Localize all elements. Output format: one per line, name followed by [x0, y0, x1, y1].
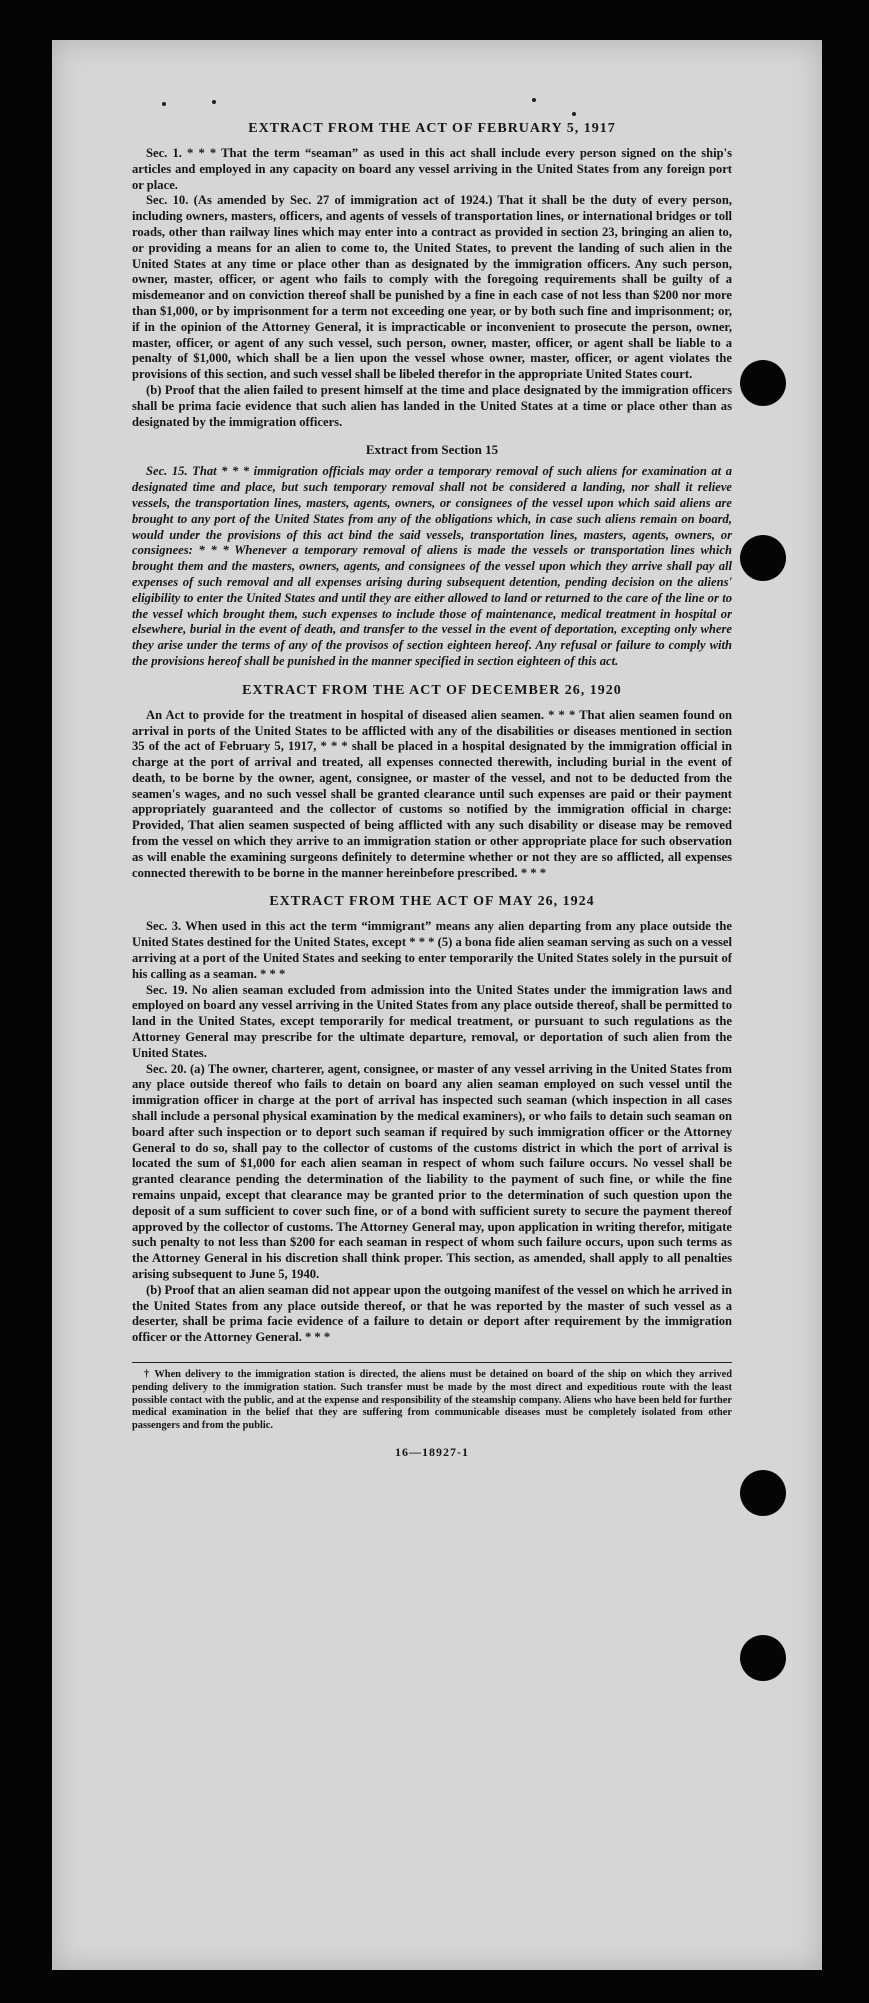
paragraph: Sec. 15. That * * * immigration officials may order a temporary removal of such aliens for examination at a designated time and place, but such temporary removal shall not be considered a landing, nor shall it relieve vessels, the transportation lines, masters, agents, owners, or consignees of the vessel upon which said aliens are brought to any port of the United States from any of the obligations which, in case such aliens remain on board, would under the provisions of this act bind the said vessels, transportation lines, masters, agents, owners, or consignees: * * * Whenever a temporary removal of aliens is made the vessels or transportation lines which brought them and the masters, owners, agents, and consignees of the vessel upon which they arrive shall pay all expenses of such removal and all expenses arising during subsequent detention, pending decision on the aliens' eligibility to enter the United States and until they are either allowed to land or returned to the care of the line or to the vessel which brought them, such expenses to include those of maintenance, medical treatment in hospital or elsewhere, burial in the event of death, and transfer to the vessel in the event of deportation, excepting only where they arise under the terms of any of the provisos of section eighteen hereof. Any refusal or failure to comply with the provisions hereof shall be punished in the manner specified in section eighteen of this act.	[132, 464, 732, 668]
ink-speck	[532, 98, 536, 102]
document-page	[52, 40, 822, 1970]
footnote-text: † When delivery to the immigration station is directed, the aliens must be detained on board of the ship on which they arrived pending delivery to the immigration station. Such transfer must be made by the most direct and expeditious route with the least possible contact with the public, and at the expense and responsibility of the steamship company. Aliens who have been held for further medical examination in the belief that they are suffering from communicable diseases must be completely isolated from other passengers and from the public.	[132, 1368, 732, 1432]
section-act-may-1924	[132, 893, 732, 1346]
paragraph: Sec. 20. (a) The owner, charterer, agent, consignee, or master of any vessel arriving in the United States from any place outside thereof who fails to detain on board any alien seaman employed on such vessel until the immigration officer in charge at the port of arrival has inspected such seaman (which inspection in all cases shall include a personal physical examination by the medical examiners), or who fails to detain such seaman on board after such inspection or to deport such seaman if required by such immigration officer or the Attorney General to do so, shall pay to the collector of customs of the customs district in which the port of arrival is located the sum of $1,000 for each alien seaman in respect of whom such failure occurs. No vessel shall be granted clearance pending the determination of the liability to the payment of such fine, or while the fine remains unpaid, except that clearance may be granted prior to the determination of such question upon the deposit of a sum sufficient to cover such fine, or of a bond with sufficient surety to secure the payment thereof approved by the collector of customs. The Attorney General may, upon application in writing therefor, mitigate such penalty to not less than $200 for each seaman in respect of whom such failure occurs, upon such terms as the Attorney General in his discretion shall think proper. This section, as amended, shall apply to all penalties arising subsequent to June 5, 1940.	[132, 1061, 732, 1281]
ink-speck	[162, 102, 166, 106]
paragraph: Sec. 19. No alien seaman excluded from admission into the United States under the immigration laws and employed on board any vessel arriving in the United States from any place outside thereof, shall be permitted to land in the United States, except temporarily for medical treatment, or pursuant to such regulations as the Attorney General may prescribe for the ultimate departure, removal, or deportation of such alien from the United States.	[132, 982, 732, 1060]
section-extract-15	[132, 442, 732, 669]
document-body	[132, 120, 732, 1461]
punch-hole	[740, 360, 786, 406]
paragraph: Sec. 10. (As amended by Sec. 27 of immigration act of 1924.) That it shall be the duty of every person, including owners, masters, officers, and agents of vessels of transportation lines, or international bridges or toll roads, other than railway lines which may enter into a contract as provided in section 23, bringing an alien to, or providing a means for an alien to come to, the United States, to prevent the landing of such alien in the United States at any time or place other than as designated by the immigration officers. Any such person, owner, master, officer, or agent who fails to comply with the foregoing requirements shall be guilty of a misdemeanor and on conviction thereof shall be punished by a fine in each case of not less than $200 nor more than $1,000, or by imprisonment for a term not exceeding one year, or by both such fine and imprisonment; or, if in the opinion of the Attorney General, it is impracticable or inconvenient to prosecute the person, owner, master, officer, or agent of any such vessel, such person, owner, master, officer, or agent shall be liable to a penalty of $1,000, which shall be a lien upon the vessel whose owner, master, officer, or agent violates the provisions of this section, and such vessel shall be libeled therefor in the appropriate United States court.	[132, 193, 732, 382]
section-heading: EXTRACT FROM THE ACT OF FEBRUARY 5, 1917	[248, 121, 616, 136]
ink-speck	[212, 100, 216, 104]
section-heading: Extract from Section 15	[365, 442, 499, 458]
paragraph: Sec. 3. When used in this act the term “immigrant” means any alien departing from any place outside the United States destined for the United States, except * * * (5) a bona fide alien seaman serving as such on a vessel arriving at a port of the United States and seeking to enter temporarily the United States solely in the pursuit of his calling as a seaman. * * *	[132, 919, 732, 981]
section-heading: EXTRACT FROM THE ACT OF MAY 26, 1924	[269, 894, 595, 910]
section-act-feb-1917	[132, 120, 732, 430]
paragraph: An Act to provide for the treatment in hospital of diseased alien seamen. * * * That alien seamen found on arrival in ports of the United States to be afflicted with any of the disabilities or diseases mentioned in section 35 of the act of February 5, 1917, * * * shall be placed in a hospital designated by the immigration official in charge at the port of arrival and treated, all expenses connected therewith, including burial in the event of death, to be borne by the owner, agent, consignee, or master of the vessel, and not to be deducted from the seamen's wages, and no such vessel shall be granted clearance until such expenses are paid or their payment appropriately guaranteed and the collector of customs so notified by the immigration official in charge: Provided, That alien seamen suspected of being afflicted with any such disability or disease may be removed from the vessel on which they arrive to an immigration station or other appropriate place for such observation as will enable the examining surgeons definitely to determine whether or not they are so afflicted, all expenses connected therewith to be borne in the manner hereinbefore prescribed. * * *	[132, 707, 732, 880]
footnote	[132, 1362, 732, 1433]
form-number: 16—18927-1	[395, 1444, 469, 1459]
paragraph: (b) Proof that an alien seaman did not appear upon the outgoing manifest of the vessel on which he arrived in the United States from any place outside thereof, or that he was reported by the master of such vessel as a deserter, shall be prima facie evidence of a failure to detain or deport after requirement by the immigration officer or the Attorney General. * * *	[132, 1282, 732, 1345]
paragraph: (b) Proof that the alien failed to present himself at the time and place designated by the immigration officers shall be prima facie evidence that such alien has landed in the United States at a time or place other than as designated by the immigration officers.	[132, 382, 732, 429]
section-act-dec-1920	[132, 682, 732, 882]
punch-hole	[740, 1635, 786, 1681]
punch-hole	[740, 1470, 786, 1516]
paragraph: Sec. 1. * * * That the term “seaman” as used in this act shall include every person signed on the ship's articles and employed in any capacity on board any vessel arriving in the United States from any foreign port or place.	[132, 146, 732, 192]
section-heading: EXTRACT FROM THE ACT OF DECEMBER 26, 1920	[242, 682, 622, 698]
punch-hole	[740, 535, 786, 581]
ink-speck	[572, 112, 576, 116]
